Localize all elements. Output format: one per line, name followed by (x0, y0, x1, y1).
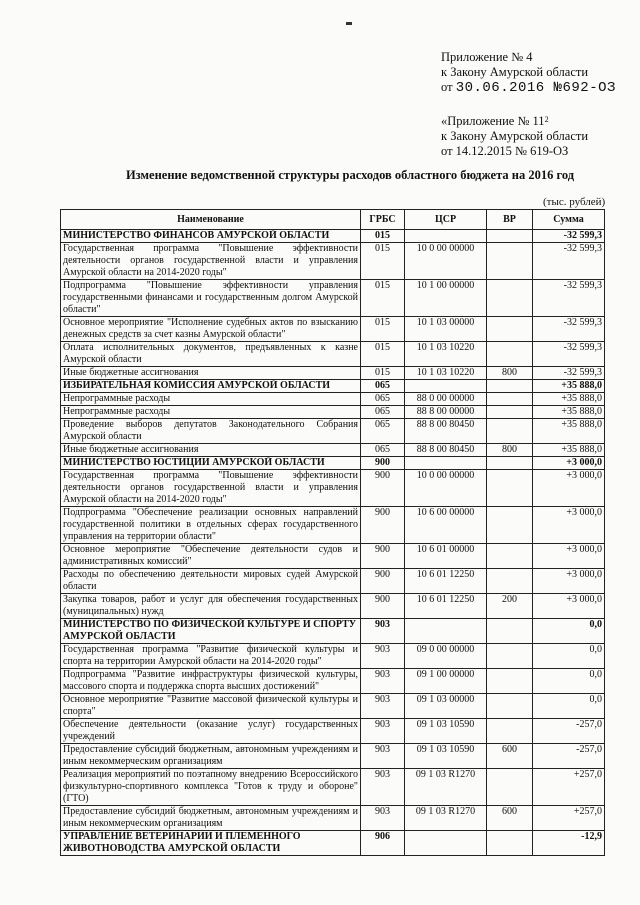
cell-grbs: 015 (361, 317, 405, 342)
cell-name: Реализация мероприятий по поэтапному внедрению Всероссийского физкультурно-спортивного комплекса "Готов к труду и обороне" (ГТО) (61, 769, 361, 806)
cell-sum: +3 000,0 (533, 507, 605, 544)
table-row (61, 694, 605, 719)
cell-vr (487, 280, 533, 317)
table-row (61, 317, 605, 342)
cell-name: Подпрограмма "Развитие инфраструктуры физической культуры, массового спорта и поддержка спорта высших достижений" (61, 669, 361, 694)
cell-name: Предоставление субсидий бюджетным, автономным учреждениям и иным некоммерческим организациям (61, 744, 361, 769)
cell-csr: 09 1 03 00000 (405, 694, 487, 719)
cell-grbs: 900 (361, 569, 405, 594)
cell-sum: +3 000,0 (533, 544, 605, 569)
cell-vr: 600 (487, 744, 533, 769)
cell-name: Непрограммные расходы (61, 393, 361, 406)
cell-vr (487, 769, 533, 806)
cell-grbs: 903 (361, 669, 405, 694)
cell-grbs: 900 (361, 507, 405, 544)
table-row (61, 380, 605, 393)
cell-sum: +35 888,0 (533, 380, 605, 393)
annex-date-prefix: от (441, 80, 453, 94)
cell-name: Обеспечение деятельности (оказание услуг) государственных учреждений (61, 719, 361, 744)
cell-csr: 88 8 00 80450 (405, 444, 487, 457)
table-row (61, 230, 605, 243)
cell-sum: 0,0 (533, 644, 605, 669)
table-row (61, 594, 605, 619)
scan-mark (346, 22, 352, 25)
cell-csr: 10 0 00 00000 (405, 470, 487, 507)
cell-csr (405, 619, 487, 644)
cell-csr: 09 1 03 R1270 (405, 806, 487, 831)
cell-grbs: 903 (361, 744, 405, 769)
cell-name: Основное мероприятие "Развитие массовой физической культуры и спорта" (61, 694, 361, 719)
table-row (61, 619, 605, 644)
table-row (61, 470, 605, 507)
cell-sum: +257,0 (533, 769, 605, 806)
cell-name: Закупка товаров, работ и услуг для обеспечения государственных (муниципальных) нужд (61, 594, 361, 619)
header-sum: Сумма (533, 210, 605, 230)
annex-superscript: 2 (544, 115, 549, 124)
table-row (61, 569, 605, 594)
cell-grbs: 903 (361, 694, 405, 719)
cell-vr: 800 (487, 444, 533, 457)
cell-csr (405, 230, 487, 243)
cell-name: Основное мероприятие "Обеспечение деятельности судов и административных комиссий" (61, 544, 361, 569)
units-label: (тыс. рублей) (543, 196, 606, 208)
cell-name: Подпрограмма "Повышение эффективности управления государственными финансами и государственным долгом Амурской области" (61, 280, 361, 317)
cell-vr: 200 (487, 594, 533, 619)
cell-grbs: 903 (361, 719, 405, 744)
table-row (61, 806, 605, 831)
cell-name: МИНИСТЕРСТВО ЮСТИЦИИ АМУРСКОЙ ОБЛАСТИ (61, 457, 361, 470)
cell-vr (487, 393, 533, 406)
cell-name: МИНИСТЕРСТВО ПО ФИЗИЧЕСКОЙ КУЛЬТУРЕ И СПОРТУ АМУРСКОЙ ОБЛАСТИ (61, 619, 361, 644)
cell-name: Иные бюджетные ассигнования (61, 444, 361, 457)
cell-vr (487, 457, 533, 470)
cell-csr: 88 0 00 00000 (405, 393, 487, 406)
cell-name: Проведение выборов депутатов Законодательного Собрания Амурской области (61, 419, 361, 444)
cell-csr: 10 1 03 10220 (405, 367, 487, 380)
table-row (61, 831, 605, 856)
cell-csr: 09 1 00 00000 (405, 669, 487, 694)
cell-vr (487, 380, 533, 393)
cell-vr (487, 470, 533, 507)
document-title: Изменение ведомственной структуры расходов областного бюджета на 2016 год (125, 168, 575, 182)
cell-sum: +3 000,0 (533, 594, 605, 619)
cell-grbs: 903 (361, 644, 405, 669)
cell-sum: -32 599,3 (533, 367, 605, 380)
cell-grbs: 900 (361, 594, 405, 619)
cell-csr: 10 1 03 00000 (405, 317, 487, 342)
cell-name: Оплата исполнительных документов, предъявленных к казне Амурской области (61, 342, 361, 367)
header-grbs: ГРБС (361, 210, 405, 230)
cell-csr: 10 6 01 12250 (405, 594, 487, 619)
table-row (61, 457, 605, 470)
annex-block (441, 50, 616, 96)
cell-csr: 10 1 03 10220 (405, 342, 487, 367)
annex-date-line (441, 80, 616, 96)
cell-vr (487, 507, 533, 544)
cell-grbs: 903 (361, 619, 405, 644)
original-annex-date: от 14.12.2015 № 619-ОЗ (441, 144, 569, 158)
cell-sum: +257,0 (533, 806, 605, 831)
cell-sum: -257,0 (533, 744, 605, 769)
cell-vr: 800 (487, 367, 533, 380)
cell-vr (487, 342, 533, 367)
cell-sum: +35 888,0 (533, 444, 605, 457)
cell-grbs: 900 (361, 470, 405, 507)
cell-vr (487, 406, 533, 419)
cell-sum: -32 599,3 (533, 342, 605, 367)
cell-sum: 0,0 (533, 619, 605, 644)
cell-sum: +35 888,0 (533, 419, 605, 444)
cell-sum: -32 599,3 (533, 243, 605, 280)
cell-vr (487, 694, 533, 719)
cell-grbs: 015 (361, 342, 405, 367)
table-row (61, 342, 605, 367)
table-row (61, 769, 605, 806)
table-row (61, 744, 605, 769)
cell-name: Государственная программа "Развитие физической культуры и спорта на территории Амурской области на 2014-2020 годы" (61, 644, 361, 669)
table-row (61, 243, 605, 280)
cell-name: МИНИСТЕРСТВО ФИНАНСОВ АМУРСКОЙ ОБЛАСТИ (61, 230, 361, 243)
table-row (61, 393, 605, 406)
cell-csr: 88 8 00 00000 (405, 406, 487, 419)
cell-name: УПРАВЛЕНИЕ ВЕТЕРИНАРИИ И ПЛЕМЕННОГО ЖИВОТНОВОДСТВА АМУРСКОЙ ОБЛАСТИ (61, 831, 361, 856)
cell-csr: 10 6 01 00000 (405, 544, 487, 569)
cell-vr: 600 (487, 806, 533, 831)
cell-vr (487, 317, 533, 342)
table-row (61, 419, 605, 444)
cell-sum: -32 599,3 (533, 317, 605, 342)
cell-vr (487, 569, 533, 594)
cell-csr: 10 6 01 12250 (405, 569, 487, 594)
cell-vr (487, 831, 533, 856)
cell-grbs: 015 (361, 243, 405, 280)
table-row (61, 719, 605, 744)
cell-csr: 10 1 00 00000 (405, 280, 487, 317)
cell-vr (487, 419, 533, 444)
date-number-stamp: 30.06.2016 №692-ОЗ (455, 80, 616, 96)
budget-table (60, 209, 605, 856)
cell-sum: +35 888,0 (533, 406, 605, 419)
annex-line: Приложение № 4 (441, 50, 533, 64)
cell-csr: 09 1 03 R1270 (405, 769, 487, 806)
table-row (61, 280, 605, 317)
cell-vr (487, 230, 533, 243)
cell-sum: 0,0 (533, 669, 605, 694)
cell-grbs: 065 (361, 393, 405, 406)
cell-name: Основное мероприятие "Исполнение судебных актов по взысканию денежных средств за счет казны Амурской области" (61, 317, 361, 342)
cell-vr (487, 619, 533, 644)
cell-csr (405, 380, 487, 393)
cell-grbs: 015 (361, 280, 405, 317)
cell-sum: -257,0 (533, 719, 605, 744)
cell-vr (487, 243, 533, 280)
cell-grbs: 903 (361, 806, 405, 831)
annex-law: к Закону Амурской области (441, 65, 589, 79)
original-annex-prefix: «Приложение № 11 (441, 114, 545, 128)
cell-sum: +3 000,0 (533, 457, 605, 470)
cell-name: ИЗБИРАТЕЛЬНАЯ КОМИССИЯ АМУРСКОЙ ОБЛАСТИ (61, 380, 361, 393)
cell-sum: -32 599,3 (533, 280, 605, 317)
cell-grbs: 065 (361, 444, 405, 457)
cell-sum: +3 000,0 (533, 569, 605, 594)
table-row (61, 406, 605, 419)
cell-grbs: 900 (361, 457, 405, 470)
cell-csr: 88 8 00 80450 (405, 419, 487, 444)
table-header (61, 210, 605, 230)
cell-grbs: 015 (361, 230, 405, 243)
original-annex-law: к Закону Амурской области (441, 129, 589, 143)
cell-csr: 09 1 03 10590 (405, 744, 487, 769)
cell-name: Подпрограмма "Обеспечение реализации основных направлений государственной политики в отдельных сферах государственного управления на территории области" (61, 507, 361, 544)
table-row (61, 444, 605, 457)
cell-name: Расходы по обеспечению деятельности мировых судей Амурской области (61, 569, 361, 594)
cell-csr: 09 0 00 00000 (405, 644, 487, 669)
table-row (61, 367, 605, 380)
table-row (61, 669, 605, 694)
cell-vr (487, 669, 533, 694)
cell-sum: +3 000,0 (533, 470, 605, 507)
cell-grbs: 903 (361, 769, 405, 806)
cell-grbs: 906 (361, 831, 405, 856)
cell-name: Государственная программа "Повышение эффективности деятельности органов государственной власти и управления Амурской области на 2014-2020 годы" (61, 243, 361, 280)
cell-sum: +35 888,0 (533, 393, 605, 406)
header-csr: ЦСР (405, 210, 487, 230)
table-body (61, 230, 605, 856)
cell-sum: -12,9 (533, 831, 605, 856)
cell-vr (487, 644, 533, 669)
cell-name: Непрограммные расходы (61, 406, 361, 419)
cell-sum: 0,0 (533, 694, 605, 719)
table-row (61, 544, 605, 569)
original-annex-line (441, 114, 588, 129)
original-annex-block (441, 114, 588, 159)
cell-name: Иные бюджетные ассигнования (61, 367, 361, 380)
cell-csr (405, 457, 487, 470)
table-row (61, 507, 605, 544)
cell-grbs: 065 (361, 406, 405, 419)
cell-name: Предоставление субсидий бюджетным, автономным учреждениям и иным некоммерческим организациям (61, 806, 361, 831)
cell-vr (487, 719, 533, 744)
cell-grbs: 065 (361, 380, 405, 393)
cell-csr (405, 831, 487, 856)
cell-vr (487, 544, 533, 569)
cell-sum: -32 599,3 (533, 230, 605, 243)
cell-name: Государственная программа "Повышение эффективности деятельности органов государственной власти и управления Амурской области на 2014-2020 годы" (61, 470, 361, 507)
cell-csr: 10 6 00 00000 (405, 507, 487, 544)
cell-grbs: 015 (361, 367, 405, 380)
cell-grbs: 900 (361, 544, 405, 569)
header-name: Наименование (61, 210, 361, 230)
table-row (61, 644, 605, 669)
cell-csr: 09 1 03 10590 (405, 719, 487, 744)
header-vr: ВР (487, 210, 533, 230)
cell-csr: 10 0 00 00000 (405, 243, 487, 280)
cell-grbs: 065 (361, 419, 405, 444)
